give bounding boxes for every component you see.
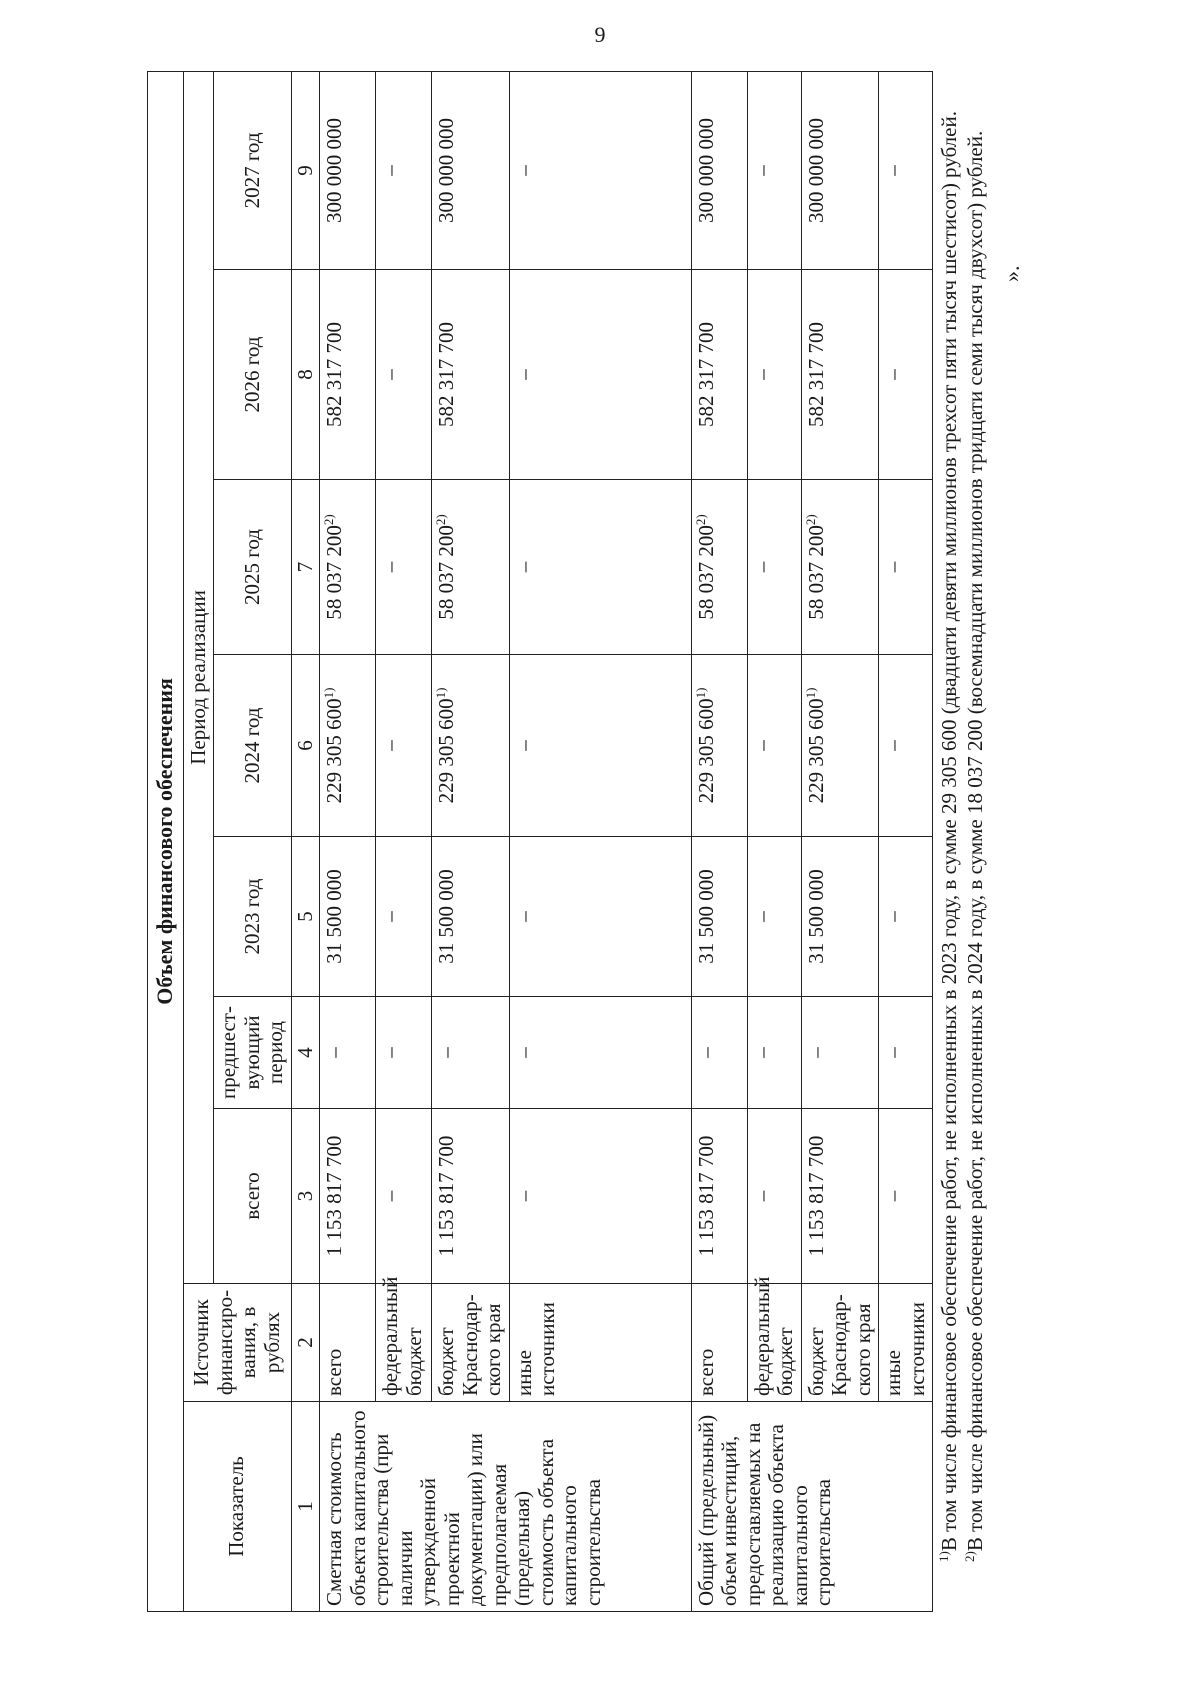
value-cell: –	[747, 837, 801, 997]
value-cell: 229 305 600$^{1)}$	[432, 655, 510, 837]
source-cell: иные источники	[509, 1284, 691, 1402]
source-cell: бюджет Краснодар-ского края	[432, 1284, 510, 1402]
value-cell: 31 500 000	[801, 837, 879, 997]
footnote-mark: 1)	[802, 687, 818, 699]
source-cell: всего	[320, 1284, 376, 1402]
source-cell: федеральный бюджет	[376, 1284, 432, 1402]
table-row	[376, 71, 432, 1611]
column-number: 1	[291, 1402, 320, 1612]
value-cell: –	[509, 71, 691, 269]
column-number: 5	[291, 837, 320, 997]
value-cell: –	[432, 997, 510, 1109]
value-cell: 229 305 600$^{1)}$	[691, 655, 747, 837]
value-cell: –	[879, 71, 933, 269]
value-cell: –	[509, 270, 691, 480]
value-cell: –	[879, 837, 933, 997]
footnote-1: $^{1)}$В том числе финансовое обеспечение работ, не исполненных в 2023 году, в сумме 29 305 600 (двадцати девяти миллионов трехсот пяти тысяч шестисот) рублей.	[936, 111, 962, 1562]
value-cell: 300 000 000	[801, 71, 879, 269]
value-cell: 582 317 700	[320, 270, 376, 480]
value-cell: 229 305 600$^{1)}$	[320, 655, 376, 837]
source-cell: бюджет Краснодар-ского края	[801, 1284, 879, 1402]
source-cell: всего	[691, 1284, 747, 1402]
footnote-mark: 1)	[321, 687, 337, 699]
header-total: всего	[214, 1109, 292, 1284]
table-row	[691, 71, 747, 1611]
footnote-mark: 1)	[433, 687, 449, 699]
value-cell: 31 500 000	[320, 837, 376, 997]
table-row	[747, 71, 801, 1611]
table-title: Объем финансового обеспечения	[148, 71, 184, 1611]
table-row	[320, 71, 376, 1611]
column-number: 6	[291, 655, 320, 837]
header-2024: 2024 год	[214, 655, 292, 837]
value-cell: 1 153 817 700	[801, 1109, 879, 1284]
value-cell: 58 037 200$^{2)}$	[320, 480, 376, 655]
value-cell: –	[747, 480, 801, 655]
value-cell: 58 037 200$^{2)}$	[432, 480, 510, 655]
value-cell: –	[376, 1109, 432, 1284]
footnote-mark: 2)	[433, 514, 449, 526]
value-cell: –	[376, 837, 432, 997]
value-cell: –	[879, 997, 933, 1109]
column-number: 2	[291, 1284, 320, 1402]
value-cell: –	[879, 655, 933, 837]
value-cell: –	[801, 997, 879, 1109]
value-cell: –	[376, 997, 432, 1109]
header-2027: 2027 год	[214, 71, 292, 269]
header-2026: 2026 год	[214, 270, 292, 480]
table-row	[509, 71, 691, 1611]
value-cell: –	[376, 270, 432, 480]
footnote-mark: 2)	[692, 514, 708, 526]
column-number: 8	[291, 270, 320, 480]
value-cell: –	[747, 270, 801, 480]
value-cell: 300 000 000	[691, 71, 747, 269]
header-prev: предшест-вующий период	[214, 997, 292, 1109]
value-cell: 31 500 000	[691, 837, 747, 997]
value-cell: 582 317 700	[432, 270, 510, 480]
table-row	[432, 71, 510, 1611]
column-number: 7	[291, 480, 320, 655]
value-cell: –	[879, 1109, 933, 1284]
source-cell: иные источники	[879, 1284, 933, 1402]
financing-table	[147, 71, 933, 1612]
value-cell: –	[509, 1109, 691, 1284]
page-number: 9	[594, 22, 606, 47]
value-cell: 1 153 817 700	[691, 1109, 747, 1284]
header-2025: 2025 год	[214, 480, 292, 655]
value-cell: –	[691, 997, 747, 1109]
value-cell: –	[879, 270, 933, 480]
header-indicator: Показатель	[183, 1402, 291, 1612]
column-number: 3	[291, 1109, 320, 1284]
column-number: 9	[291, 71, 320, 269]
value-cell: 58 037 200$^{2)}$	[801, 480, 879, 655]
source-cell: федеральный бюджет	[747, 1284, 801, 1402]
value-cell: 300 000 000	[432, 71, 510, 269]
value-cell: –	[509, 837, 691, 997]
value-cell: –	[879, 480, 933, 655]
value-cell: –	[376, 655, 432, 837]
value-cell: –	[747, 71, 801, 269]
value-cell: 31 500 000	[432, 837, 510, 997]
value-cell: –	[320, 997, 376, 1109]
table-row	[801, 71, 879, 1611]
value-cell: 1 153 817 700	[320, 1109, 376, 1284]
value-cell: –	[747, 997, 801, 1109]
value-cell: 1 153 817 700	[432, 1109, 510, 1284]
value-cell: 58 037 200$^{2)}$	[691, 480, 747, 655]
rotated-content	[147, 72, 1077, 1612]
footnotes	[937, 72, 988, 1612]
column-number-row	[291, 71, 320, 1611]
header-2023: 2023 год	[214, 837, 292, 997]
header-source: Источник финансиро-вания, в рублях	[183, 1284, 291, 1402]
footnote-mark: 2)	[802, 514, 818, 526]
value-cell: 582 317 700	[801, 270, 879, 480]
value-cell: 300 000 000	[320, 71, 376, 269]
indicator-cell: Общий (предельный) объем инвестиций, предоставляемых на реализацию объекта капитального строительства	[691, 1402, 933, 1612]
value-cell: 582 317 700	[691, 270, 747, 480]
table-row	[879, 71, 933, 1611]
footnote-mark: 2)	[321, 514, 337, 526]
footnote-2: $^{2)}$В том числе финансовое обеспечение работ, не исполненных в 2024 году, в сумме 18 037 200 (восемнадцати миллионов тридцати семи тысяч двухсот) рублей.	[961, 130, 987, 1562]
value-cell: 229 305 600$^{1)}$	[801, 655, 879, 837]
indicator-cell: Сметная стоимость объекта капитального строительства (при наличии утвержденной проектной документации) или предполагаемая (предельная) стоимость объекта капитального строительства	[320, 1402, 692, 1612]
value-cell: –	[376, 480, 432, 655]
closing-quote: ».	[999, 265, 1024, 282]
value-cell: –	[376, 71, 432, 269]
value-cell: –	[509, 997, 691, 1109]
value-cell: –	[747, 655, 801, 837]
value-cell: –	[747, 1109, 801, 1284]
value-cell: –	[509, 480, 691, 655]
header-period: Период реализации	[183, 71, 214, 1283]
column-number: 4	[291, 997, 320, 1109]
value-cell: –	[509, 655, 691, 837]
footnote-mark: 1)	[692, 687, 708, 699]
